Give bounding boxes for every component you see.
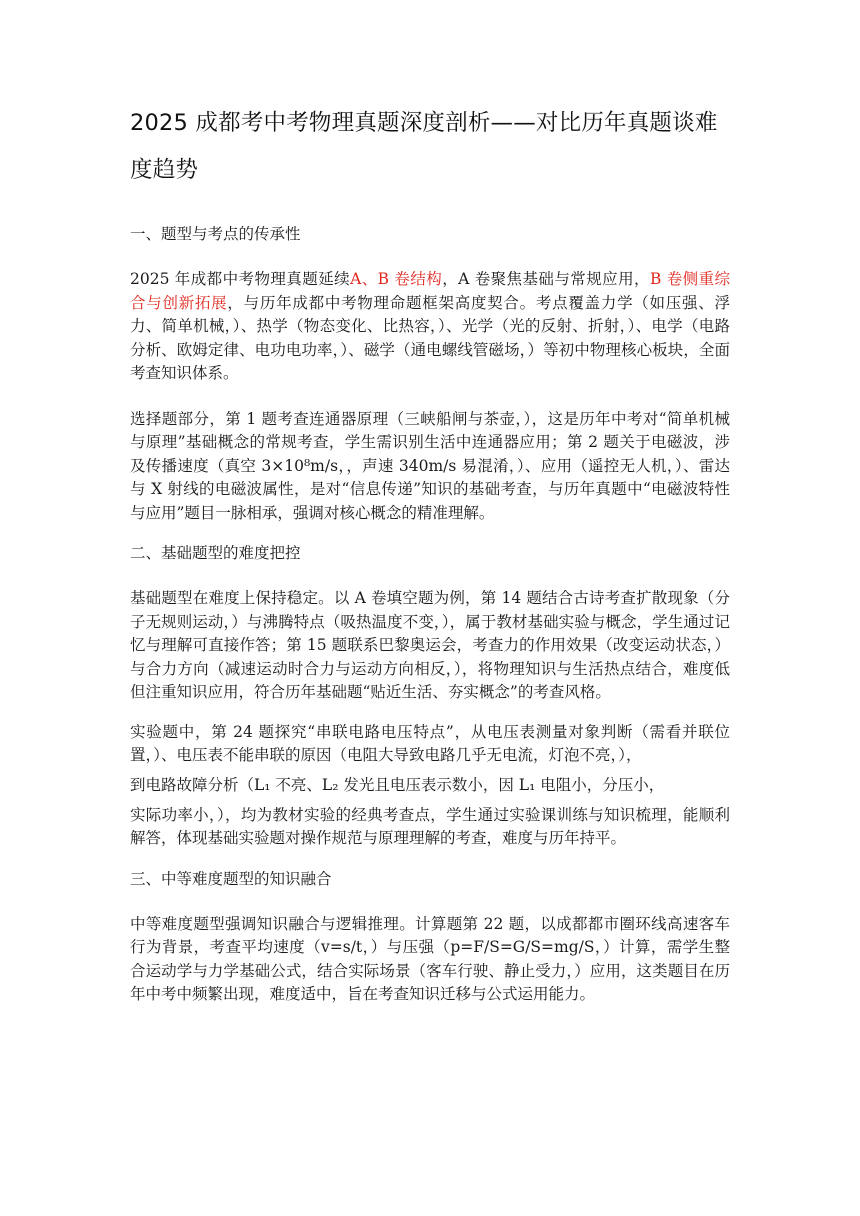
section-2-paragraph-2-cont <box>130 804 730 851</box>
section-1-paragraph-2: 选择题部分，第 1 题考查连通器原理（三峡船闸与茶壶，），这是历年中考对“简单机械与原理”基础概念的常规考查，学生需识别生活中连通器应用；第 2 题关于电磁波，涉及传播速度（真空 3×10⁸m/s，，声速 340m/s 易混淆，）、应用（遥控无人机，）、雷达与 X 射线的电磁波属性，是对“信息传递”知识的基础考查，与历年真题中“电磁波特性与应用”题目一脉相承，强调对核心概念的精准理解。 <box>130 409 730 522</box>
section-2-paragraph-2 <box>130 721 730 768</box>
text-run: 实际功率小，），均为教材实验的经典考查点，学生通过实验课训练与知识梳理，能顺利解答，体现基础实验题对操作规范与原理理解的考查，难度与历年持平。 <box>130 805 730 847</box>
text-run: ，与历年成都中考物理命题框架高度契合。考点覆盖力学（如压强、浮力、简单机械，）、热学（物态变化、比热容，）、光学（光的反射、折射，）、电学（电路分析、欧姆定律、电功电功率，）、磁学（通电螺线管磁场，）等初中物理核心板块，全面考查知识体系。 <box>130 293 730 382</box>
text-run: 实验题中，第 24 题探究“串联电路电压特点”，从电压表测量对象判断（需看并联位置，）、电压表不能串联的原因（电阻大导致电路几乎无电流，灯泡不亮，）， <box>130 722 730 764</box>
text-run: 到电路故障分析（L₁ 不亮、L₂ 发光且电压表示数小，因 L₁ 电阻小，分压小， <box>130 775 665 794</box>
text-run: 2025 年成都中考物理真题延续 <box>130 270 351 288</box>
section-3-paragraph-1: 中等难度题型强调知识融合与逻辑推理。计算题第 22 题，以成都都市圈环线高速客车行为背景，考查平均速度（v=s/t，）与压强（p=F/S=G/S=mg/S，）计算，需学生整合运动学与力学基础公式，结合实际场景（客车行驶、静止受力，）应用，这类题目在历年中考中频繁出现，难度适中，旨在考查知识迁移与公式运用能力。 <box>130 914 730 1003</box>
document-page <box>130 100 730 1007</box>
title-line-1: 2025 成都考中考物理真题深度剖析——对比历年真题谈难 <box>130 110 718 136</box>
text-run: ，A 卷聚焦基础与常规应用， <box>442 270 650 288</box>
document-title <box>130 100 730 194</box>
section-2-heading: 二、基础题型的难度把控 <box>130 544 301 562</box>
highlight-b-innovation: B 卷侧重综合与创新拓展 <box>130 270 731 312</box>
highlight-ab-structure: A、B 卷结构 <box>350 270 443 288</box>
title-line-2: 度趋势 <box>130 157 199 183</box>
section-1-paragraph-1 <box>130 268 730 386</box>
section-2-paragraph-1: 基础题型在难度上保持稳定。以 A 卷填空题为例，第 14 题结合古诗考查扩散现象（分子无规则运动，）与沸腾特点（吸热温度不变，），属于教材基础实验与概念，学生通过记忆与理解可直接作答；第 15 题联系巴黎奥运会，考查力的作用效果（改变运动状态，）与合力方向（减速运动时合力与运动方向相反，），将物理知识与生活热点结合，难度低但注重知识应用，符合历年基础题“贴近生活、夯实概念”的考查风格。 <box>130 589 730 701</box>
section-1-heading: 一、题型与考点的传承性 <box>130 225 301 243</box>
section-3-heading: 三、中等难度题型的知识融合 <box>130 869 332 888</box>
section-2-paragraph-2-line <box>130 770 730 800</box>
